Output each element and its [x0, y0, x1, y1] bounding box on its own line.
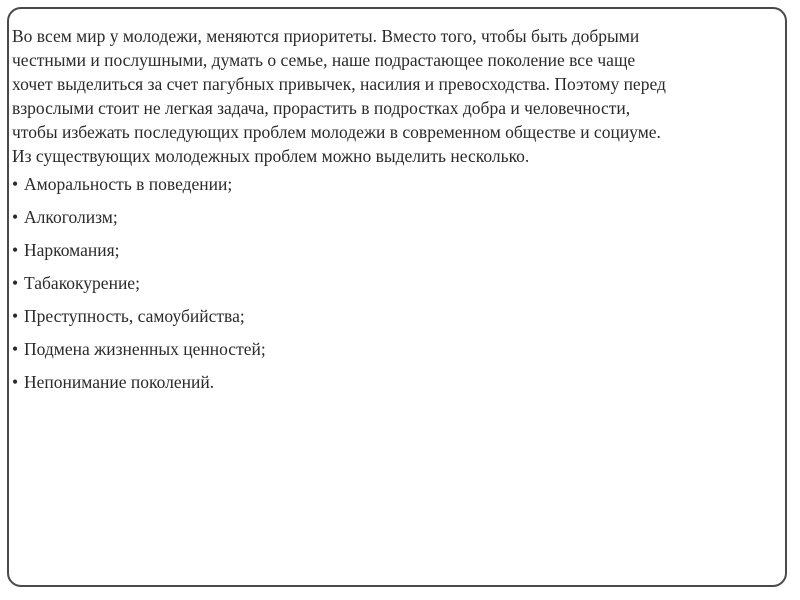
list-item-text: Непонимание поколений.: [24, 372, 215, 392]
list-item-text: Табакокурение;: [24, 273, 140, 293]
bullet-icon: •: [12, 174, 19, 194]
list-item: [12, 271, 772, 295]
slide-content: [12, 24, 772, 403]
problem-list: [12, 172, 772, 394]
bullet-icon: •: [12, 339, 19, 359]
bullet-icon: •: [12, 240, 19, 260]
list-item-text: Подмена жизненных ценностей;: [24, 339, 266, 359]
list-item: [12, 370, 772, 394]
list-item-text: Алкоголизм;: [24, 207, 118, 227]
intro-paragraph: Во всем мир у молодежи, меняются приоритеты. Вместо того, чтобы быть добрыми честными и послушными, думать о семье, наше подрастающее поколение все чаще хочет выделиться за счет пагубных привычек, насилия и превосходства. Поэтому перед взрослыми стоит не легкая задача, прорастить в подростках добра и человечности, чтобы избежать последующих проблем молодежи в современном обществе и социуме. Из существующих молодежных проблем можно выделить несколько.: [12, 26, 666, 166]
list-item: [12, 205, 772, 229]
bullet-icon: •: [12, 306, 19, 326]
list-item-text: Преступность, самоубийства;: [24, 306, 245, 326]
bullet-icon: •: [12, 207, 19, 227]
list-item: [12, 238, 772, 262]
list-item: [12, 337, 772, 361]
list-item: [12, 172, 772, 196]
list-item-text: Аморальность в поведении;: [24, 174, 233, 194]
bullet-icon: •: [12, 372, 19, 392]
bullet-icon: •: [12, 273, 19, 293]
list-item: [12, 304, 772, 328]
list-item-text: Наркомания;: [24, 240, 120, 260]
